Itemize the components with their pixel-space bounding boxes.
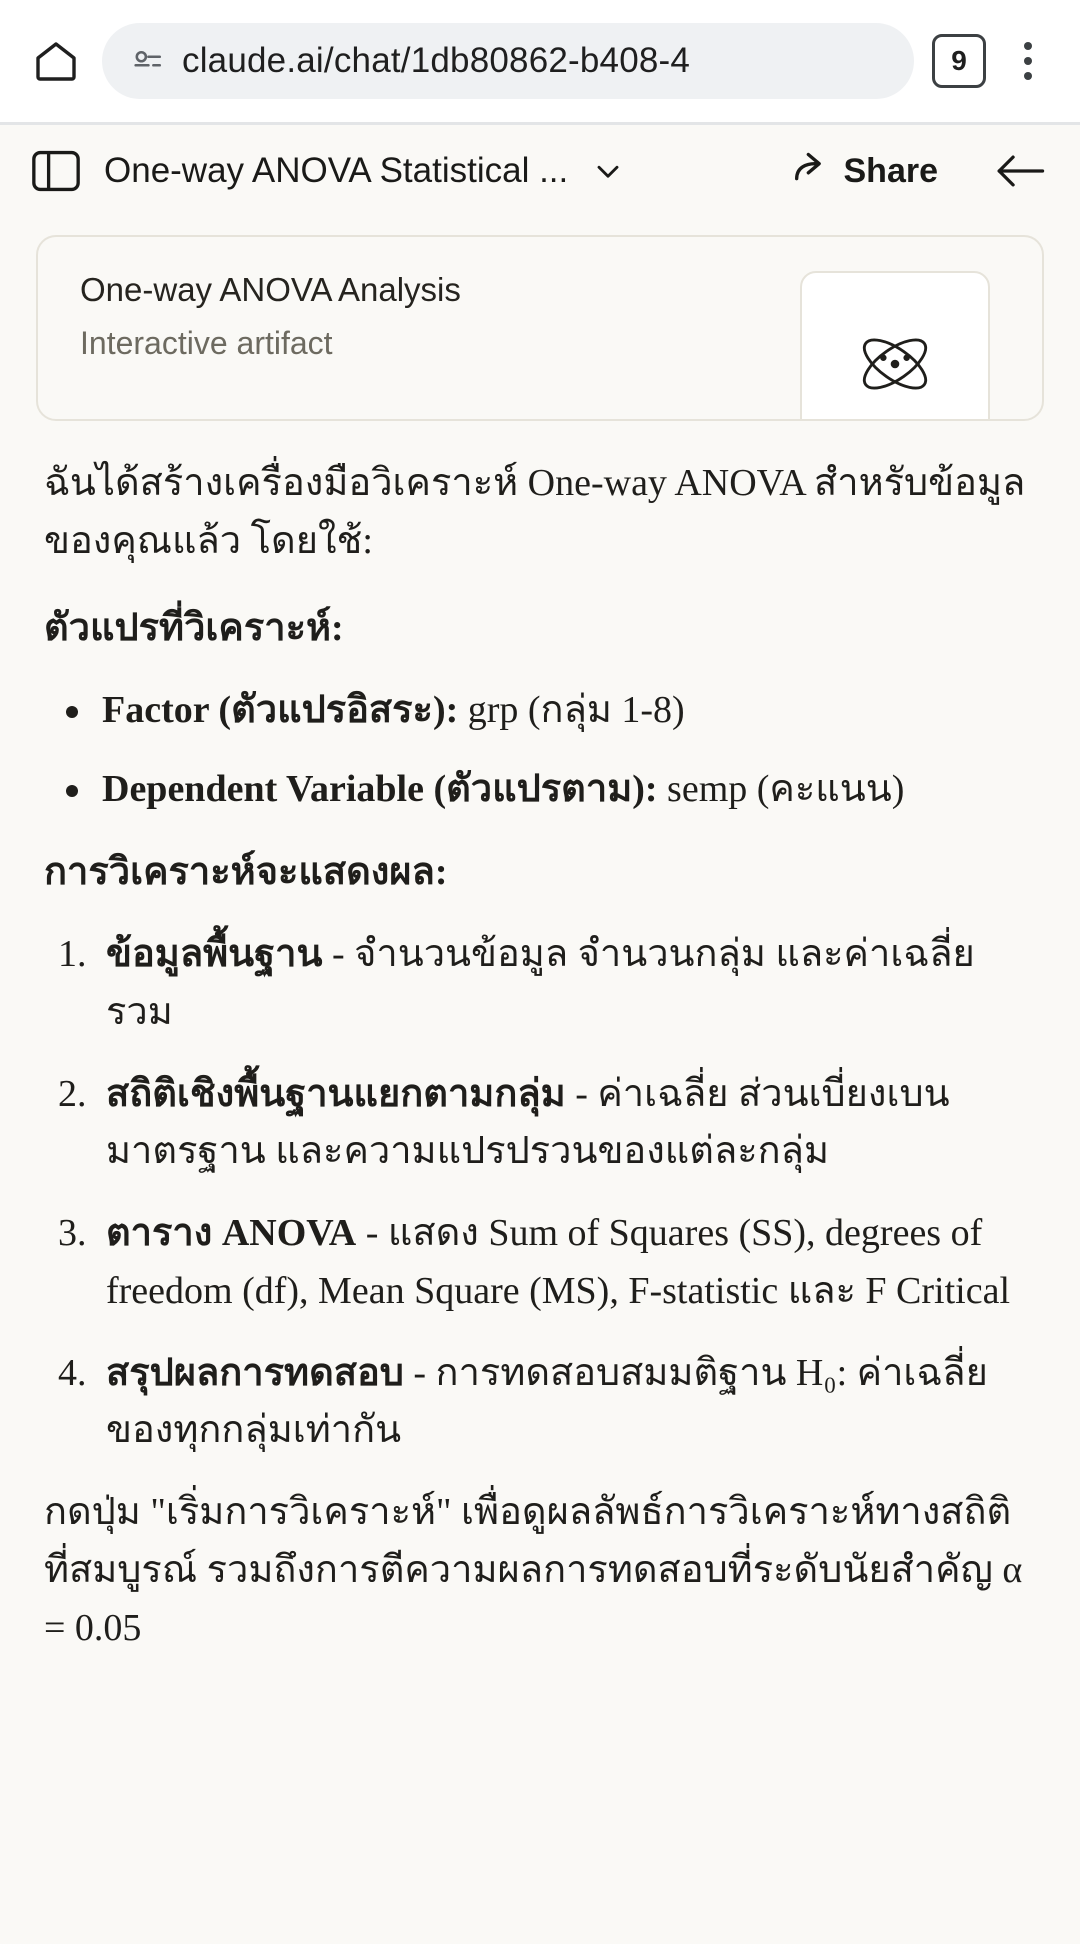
share-arrow-icon (790, 147, 830, 196)
claude-app (0, 125, 1080, 1944)
heading-results: การวิเคราะห์จะแสดงผล: (44, 851, 448, 894)
intro-paragraph: ฉันได้สร้างเครื่องมือวิเคราะห์ One-way ANOVA สำหรับข้อมูลของคุณแล้ว โดยใช้: (44, 462, 1026, 562)
list-item-rest: - การทดสอบสมมติฐาน H₀: ค่าเฉลี่ยของทุกกลุ่มเท่ากัน (106, 1351, 988, 1452)
chevron-down-icon[interactable] (590, 153, 626, 189)
list-item (44, 682, 1036, 740)
tab-switcher-button[interactable] (932, 34, 986, 88)
list-item-bold: ตาราง ANOVA (106, 1212, 357, 1255)
artifact-thumbnail[interactable] (800, 271, 990, 421)
share-button[interactable] (786, 141, 943, 202)
closing-paragraph: กดปุ่ม "เริ่มการวิเคราะห์" เพื่อดูผลลัพธ์การวิเคราะห์ทางสถิติที่สมบูรณ์ รวมถึงการตีความผลการทดสอบที่ระดับนัยสำคัญ α = 0.05 (44, 1491, 1023, 1649)
heading-variables: ตัวแปรที่วิเคราะห์: (44, 606, 344, 649)
list-item-bold: สถิติเชิงพื้นฐานแยกตามกลุ่ม (106, 1072, 566, 1115)
artifact-subtitle: Interactive artifact (80, 325, 333, 361)
share-label: Share (843, 151, 938, 190)
list-item (44, 1345, 1036, 1461)
list-item (44, 1066, 1036, 1182)
list-item-rest: - ค่าเฉลี่ย ส่วนเบี่ยงเบนมาตรฐาน และความแปรปรวนของแต่ละกลุ่ม (106, 1072, 950, 1173)
tab-count-label: 9 (951, 45, 967, 76)
address-bar[interactable] (102, 23, 914, 99)
sidebar-toggle-icon[interactable] (30, 145, 82, 197)
list-item-rest: semp (คะแนน) (657, 768, 905, 811)
list-item-bold: สรุปผลการทดสอบ (106, 1351, 404, 1394)
list-item (44, 926, 1036, 1042)
results-list (44, 926, 1036, 1460)
list-item-rest: - แสดง Sum of Squares (SS), degrees of freedom (df), Mean Square (MS), F-statistic และ F Critical (106, 1212, 1011, 1312)
overflow-menu-icon[interactable] (1004, 31, 1052, 91)
browser-toolbar (0, 0, 1080, 122)
list-item-bold: Factor (ตัวแปรอิสระ): (102, 688, 459, 731)
variables-list (44, 682, 1036, 820)
list-item-bold: ข้อมูลพื้นฐาน (106, 933, 323, 976)
url-text: claude.ai/chat/1db80862-b408-4 (182, 41, 691, 80)
list-item (44, 761, 1036, 819)
conversation-title[interactable]: One-way ANOVA Statistical ... (104, 151, 569, 190)
assistant-message (0, 421, 1080, 1687)
back-arrow-icon[interactable] (990, 151, 1050, 191)
artifact-title: One-way ANOVA Analysis (80, 271, 461, 308)
atom-icon (852, 321, 938, 412)
list-item-bold: Dependent Variable (ตัวแปรตาม): (102, 768, 658, 811)
artifact-card[interactable] (36, 235, 1044, 421)
list-item-rest: grp (กลุ่ม 1-8) (458, 688, 685, 731)
list-item (44, 1205, 1036, 1321)
site-settings-icon[interactable] (130, 44, 164, 78)
home-icon[interactable] (28, 33, 84, 89)
list-item-rest: - จำนวนข้อมูล จำนวนกลุ่ม และค่าเฉลี่ยรวม (106, 933, 975, 1033)
app-header (0, 125, 1080, 217)
